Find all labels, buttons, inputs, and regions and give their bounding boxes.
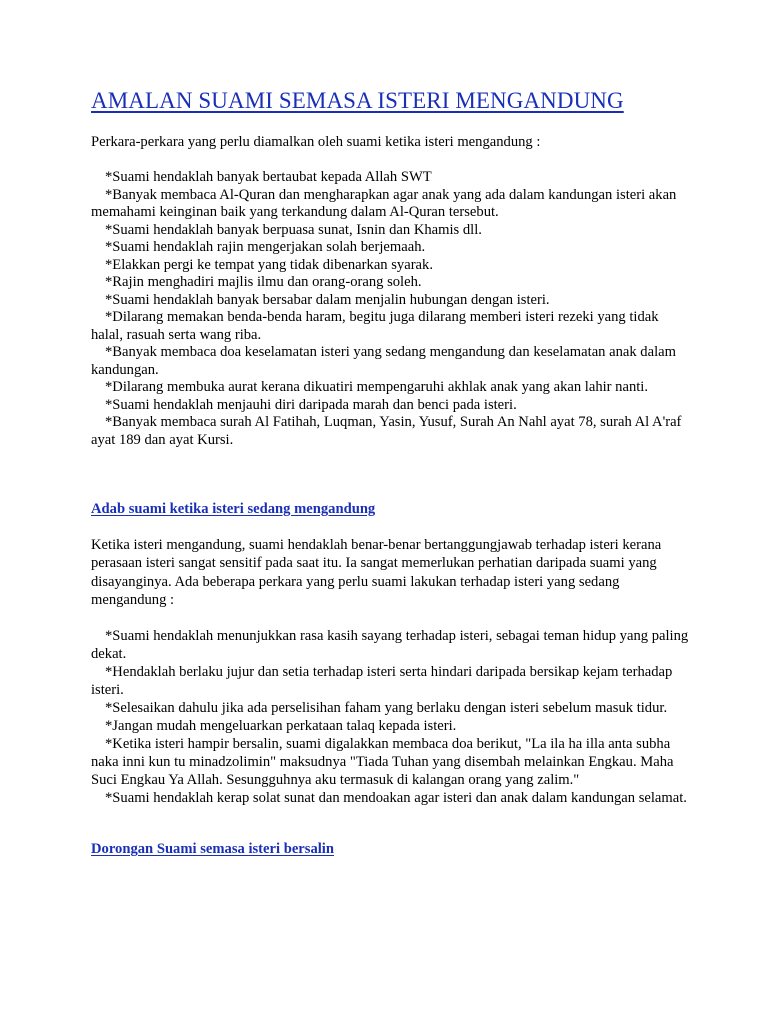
- list-item: *Suami hendaklah menjauhi diri daripada marah dan benci pada isteri.: [105, 396, 517, 413]
- list-item: *Suami hendaklah menunjukkan rasa kasih sayang terhadap isteri, sebagai teman hidup yang paling dekat.: [91, 628, 689, 663]
- list-item: *Ketika isteri hampir bersalin, suami digalakkan membaca doa berikut, "La ila ha illa anta subha naka inni kun tu minadzolimin" maksudnya "Tiada Tuhan yang disembah melainkan Engkau. Maha Suci Engkau Ya Allah. Sesungguhnya aku termasuk di kalangan orang yang zalim.": [91, 736, 674, 789]
- section3-heading-link[interactable]: Dorongan Suami semasa isteri bersalin: [91, 841, 334, 858]
- intro-text: Perkara-perkara yang perlu diamalkan oleh suami ketika isteri mengandung :: [91, 134, 541, 150]
- section2-heading-link[interactable]: Adab suami ketika isteri sedang mengandung: [91, 501, 376, 517]
- list-item: *Dilarang membuka aurat kerana dikuatiri mempengaruhi akhlak anak yang akan lahir nanti.: [105, 379, 649, 395]
- list-item: *Hendaklah berlaku jujur dan setia terhadap isteri serta hindari daripada bersikap kejam terhadap isteri.: [91, 664, 673, 699]
- page-title: AMALAN SUAMI SEMASA ISTERI MENGANDUNG: [91, 88, 624, 113]
- list-item: *Banyak membaca surah Al Fatihah, Luqman, Yasin, Yusuf, Surah An Nahl ayat 78, surah Al A'raf ayat 189 dan ayat Kursi.: [91, 414, 682, 448]
- list-item: *Suami hendaklah banyak bersabar dalam menjalin hubungan dengan isteri.: [105, 291, 550, 308]
- list-item: *Elakkan pergi ke tempat yang tidak dibenarkan syarak.: [105, 256, 433, 273]
- section1-list: [91, 169, 691, 449]
- list-item: *Rajin menghadiri majlis ilmu dan orang-orang soleh.: [105, 274, 422, 290]
- list-item: *Suami hendaklah banyak berpuasa sunat, Isnin dan Khamis dll.: [105, 221, 482, 238]
- list-item: *Suami hendaklah rajin mengerjakan solah berjemaah.: [105, 239, 426, 255]
- section2-list: [91, 627, 691, 807]
- list-item: *Banyak membaca doa keselamatan isteri yang sedang mengandung dan keselamatan anak dalam kandungan.: [91, 344, 676, 378]
- list-item: *Suami hendaklah kerap solat sunat dan mendoakan agar isteri dan anak dalam kandungan selamat.: [105, 790, 687, 807]
- list-item: *Selesaikan dahulu jika ada perselisihan faham yang berlaku dengan isteri sebelum masuk tidur.: [105, 700, 668, 717]
- list-item: *Dilarang memakan benda-benda haram, begitu juga dilarang memberi isteri rezeki yang tidak halal, rasuah serta wang riba.: [91, 309, 659, 343]
- list-item: *Banyak membaca Al-Quran dan mengharapkan agar anak yang ada dalam kandungan isteri akan memahami keinginan baik yang terkandung dalam Al-Quran tersebut.: [91, 186, 677, 220]
- list-item: *Jangan mudah mengeluarkan perkataan talaq kepada isteri.: [105, 718, 457, 735]
- list-item: *Suami hendaklah banyak bertaubat kepada Allah SWT: [105, 169, 432, 185]
- document-page: [91, 85, 691, 858]
- section2-paragraph: Ketika isteri mengandung, suami hendaklah benar-benar bertanggungjawab terhadap isteri kerana perasaan isteri sangat sensitif pada saat itu. Ia sangat memerlukan perhatian daripada suami yang disayanginya. Ada beberapa perkara yang perlu suami lakukan terhadap isteri yang sedang mengandung :: [91, 537, 662, 608]
